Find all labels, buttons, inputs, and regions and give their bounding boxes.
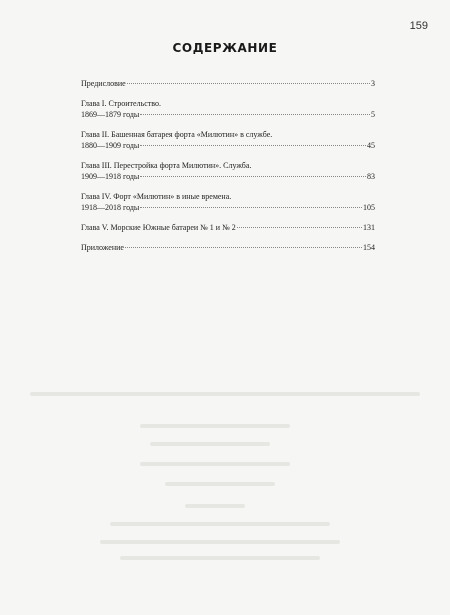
toc-entry[interactable] [81,129,375,151]
page-title: СОДЕРЖАНИЕ [172,41,278,55]
dot-leader [140,207,362,208]
toc-entry-title: Глава IV. Форт «Милютин» в иные времена. [81,192,232,201]
dot-leader [125,247,362,248]
toc-entry[interactable] [81,78,375,89]
toc-entry[interactable] [81,160,375,182]
toc-entry-title: Глава I. Строительство. [81,99,162,108]
toc-entry[interactable] [81,191,375,213]
toc-entry-page: 154 [363,243,375,252]
toc-entry-title: Предисловие [81,79,126,88]
toc-entry-page: 3 [371,79,375,88]
toc-entry-years: 1909—1918 годы [81,172,140,181]
dot-leader [140,176,366,177]
toc-entry-page: 105 [363,203,375,212]
dot-leader [237,227,362,228]
toc-entry[interactable] [81,98,375,120]
toc-entry-title: Глава II. Башенная батарея форта «Милютин» в службе. [81,130,273,139]
toc-entry-title: Приложение [81,243,124,252]
toc-entry-years: 1880—1909 годы [81,141,140,150]
toc-entry[interactable] [81,242,375,253]
page-number: 159 [409,20,428,32]
toc-entry-page: 131 [363,223,375,232]
dot-leader [127,83,370,84]
dot-leader [140,114,370,115]
toc-entry-title: Глава III. Перестройка форта Милютин». Служба. [81,161,252,170]
toc-entry-title: Глава V. Морские Южные батареи № 1 и № 2 [81,223,236,232]
toc-entry[interactable] [81,222,375,233]
table-of-contents [81,78,375,262]
toc-entry-years: 1869—1879 годы [81,110,140,119]
toc-entry-page: 5 [371,110,375,119]
toc-entry-page: 45 [367,141,375,150]
dot-leader [140,145,366,146]
toc-entry-years: 1918—2018 годы [81,203,140,212]
toc-entry-page: 83 [367,172,375,181]
show-through-marks [0,380,450,580]
